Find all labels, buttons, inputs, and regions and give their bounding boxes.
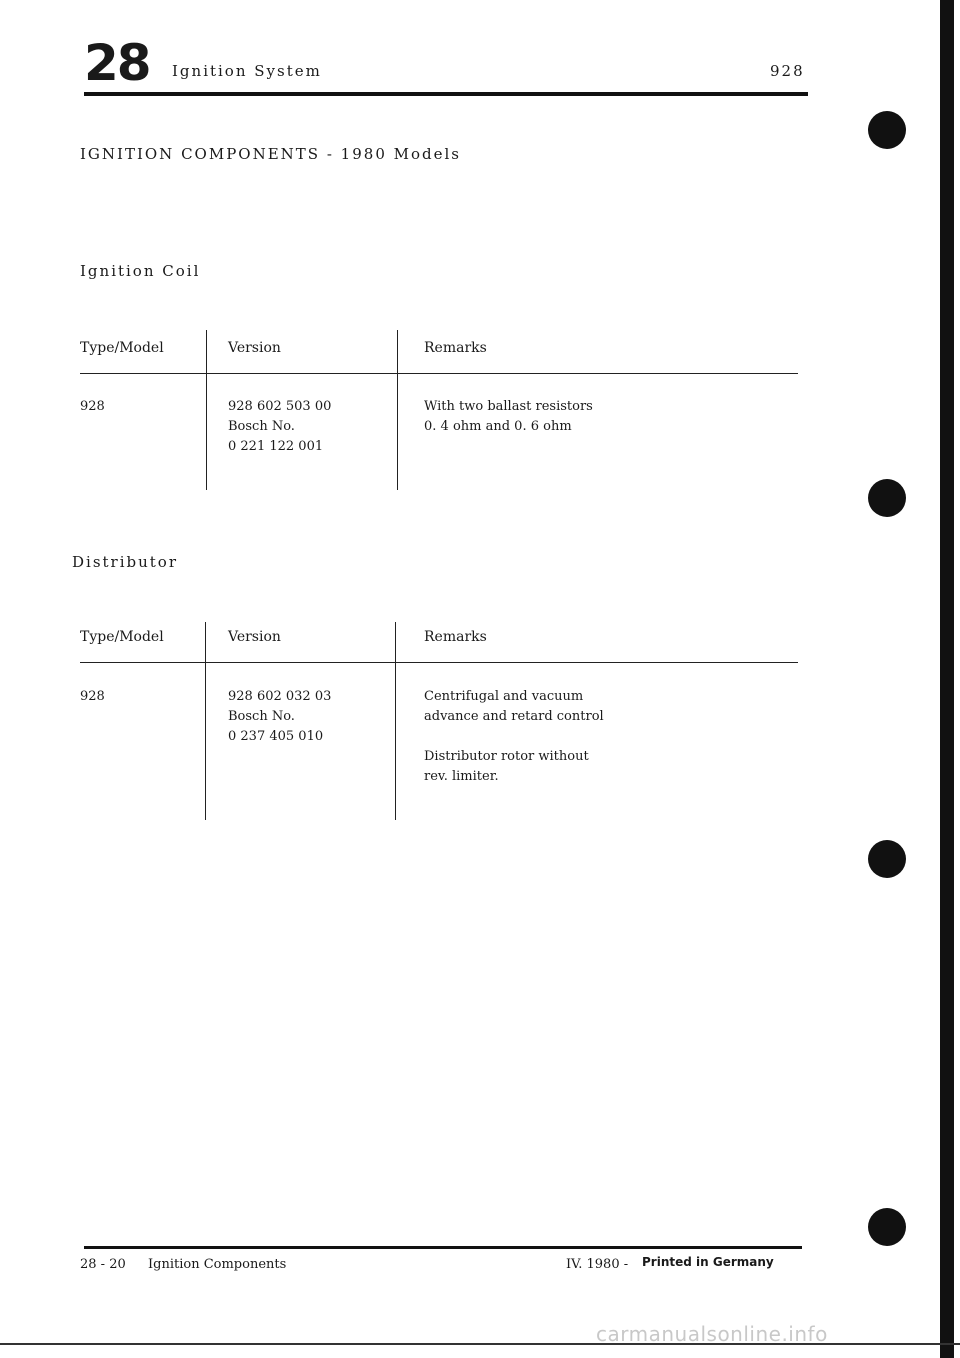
column-header-remarks: Remarks (424, 629, 487, 645)
column-header-version: Version (228, 629, 281, 645)
punch-hole (868, 840, 906, 878)
remarks-spacer (424, 727, 604, 747)
chapter-number: 28 (84, 34, 150, 92)
cell-version (228, 397, 331, 457)
footer-page-number: 28 - 20 (80, 1257, 126, 1272)
cell-remarks (424, 397, 593, 437)
chapter-title: Ignition System (172, 62, 322, 80)
column-header-version: Version (228, 340, 281, 356)
section-title-ignition-coil: Ignition Coil (80, 262, 201, 280)
footer-printed: Printed in Germany (642, 1255, 774, 1269)
column-header-remarks: Remarks (424, 340, 487, 356)
watermark: carmanualsonline.info (596, 1322, 828, 1346)
footer-section-name: Ignition Components (148, 1257, 287, 1272)
version-line: 0 237 405 010 (228, 729, 324, 744)
remarks-line: 0. 4 ohm and 0. 6 ohm (424, 419, 572, 434)
table-divider (205, 622, 206, 820)
version-line: 928 602 032 03 (228, 689, 332, 704)
footer-date: IV. 1980 - (566, 1257, 629, 1272)
version-line: Bosch No. (228, 419, 295, 434)
column-header-type-model: Type/Model (80, 629, 164, 645)
version-line: 0 221 122 001 (228, 439, 324, 454)
page-edge-bar (940, 0, 954, 1358)
version-line: Bosch No. (228, 709, 295, 724)
remarks-line: rev. limiter. (424, 769, 499, 784)
cell-version (228, 687, 331, 747)
model-code: 928 (770, 62, 805, 80)
punch-hole (868, 111, 906, 149)
page-title: IGNITION COMPONENTS - 1980 Models (80, 145, 461, 163)
table-divider (397, 330, 398, 490)
footer-rule (84, 1246, 802, 1249)
remarks-line: Centrifugal and vacuum (424, 689, 584, 704)
punch-hole (868, 1208, 906, 1246)
remarks-line: advance and retard control (424, 709, 604, 724)
cell-type-model: 928 (80, 399, 105, 414)
remarks-line: With two ballast resistors (424, 399, 593, 414)
remarks-line: Distributor rotor without (424, 749, 589, 764)
punch-hole (868, 479, 906, 517)
table-header-rule (80, 662, 798, 663)
cell-type-model: 928 (80, 689, 105, 704)
table-divider (395, 622, 396, 820)
cell-remarks (424, 687, 604, 787)
table-header-rule (80, 373, 798, 374)
header-rule (84, 92, 808, 96)
section-title-distributor: Distributor (72, 553, 179, 571)
version-line: 928 602 503 00 (228, 399, 332, 414)
column-header-type-model: Type/Model (80, 340, 164, 356)
table-divider (206, 330, 207, 490)
